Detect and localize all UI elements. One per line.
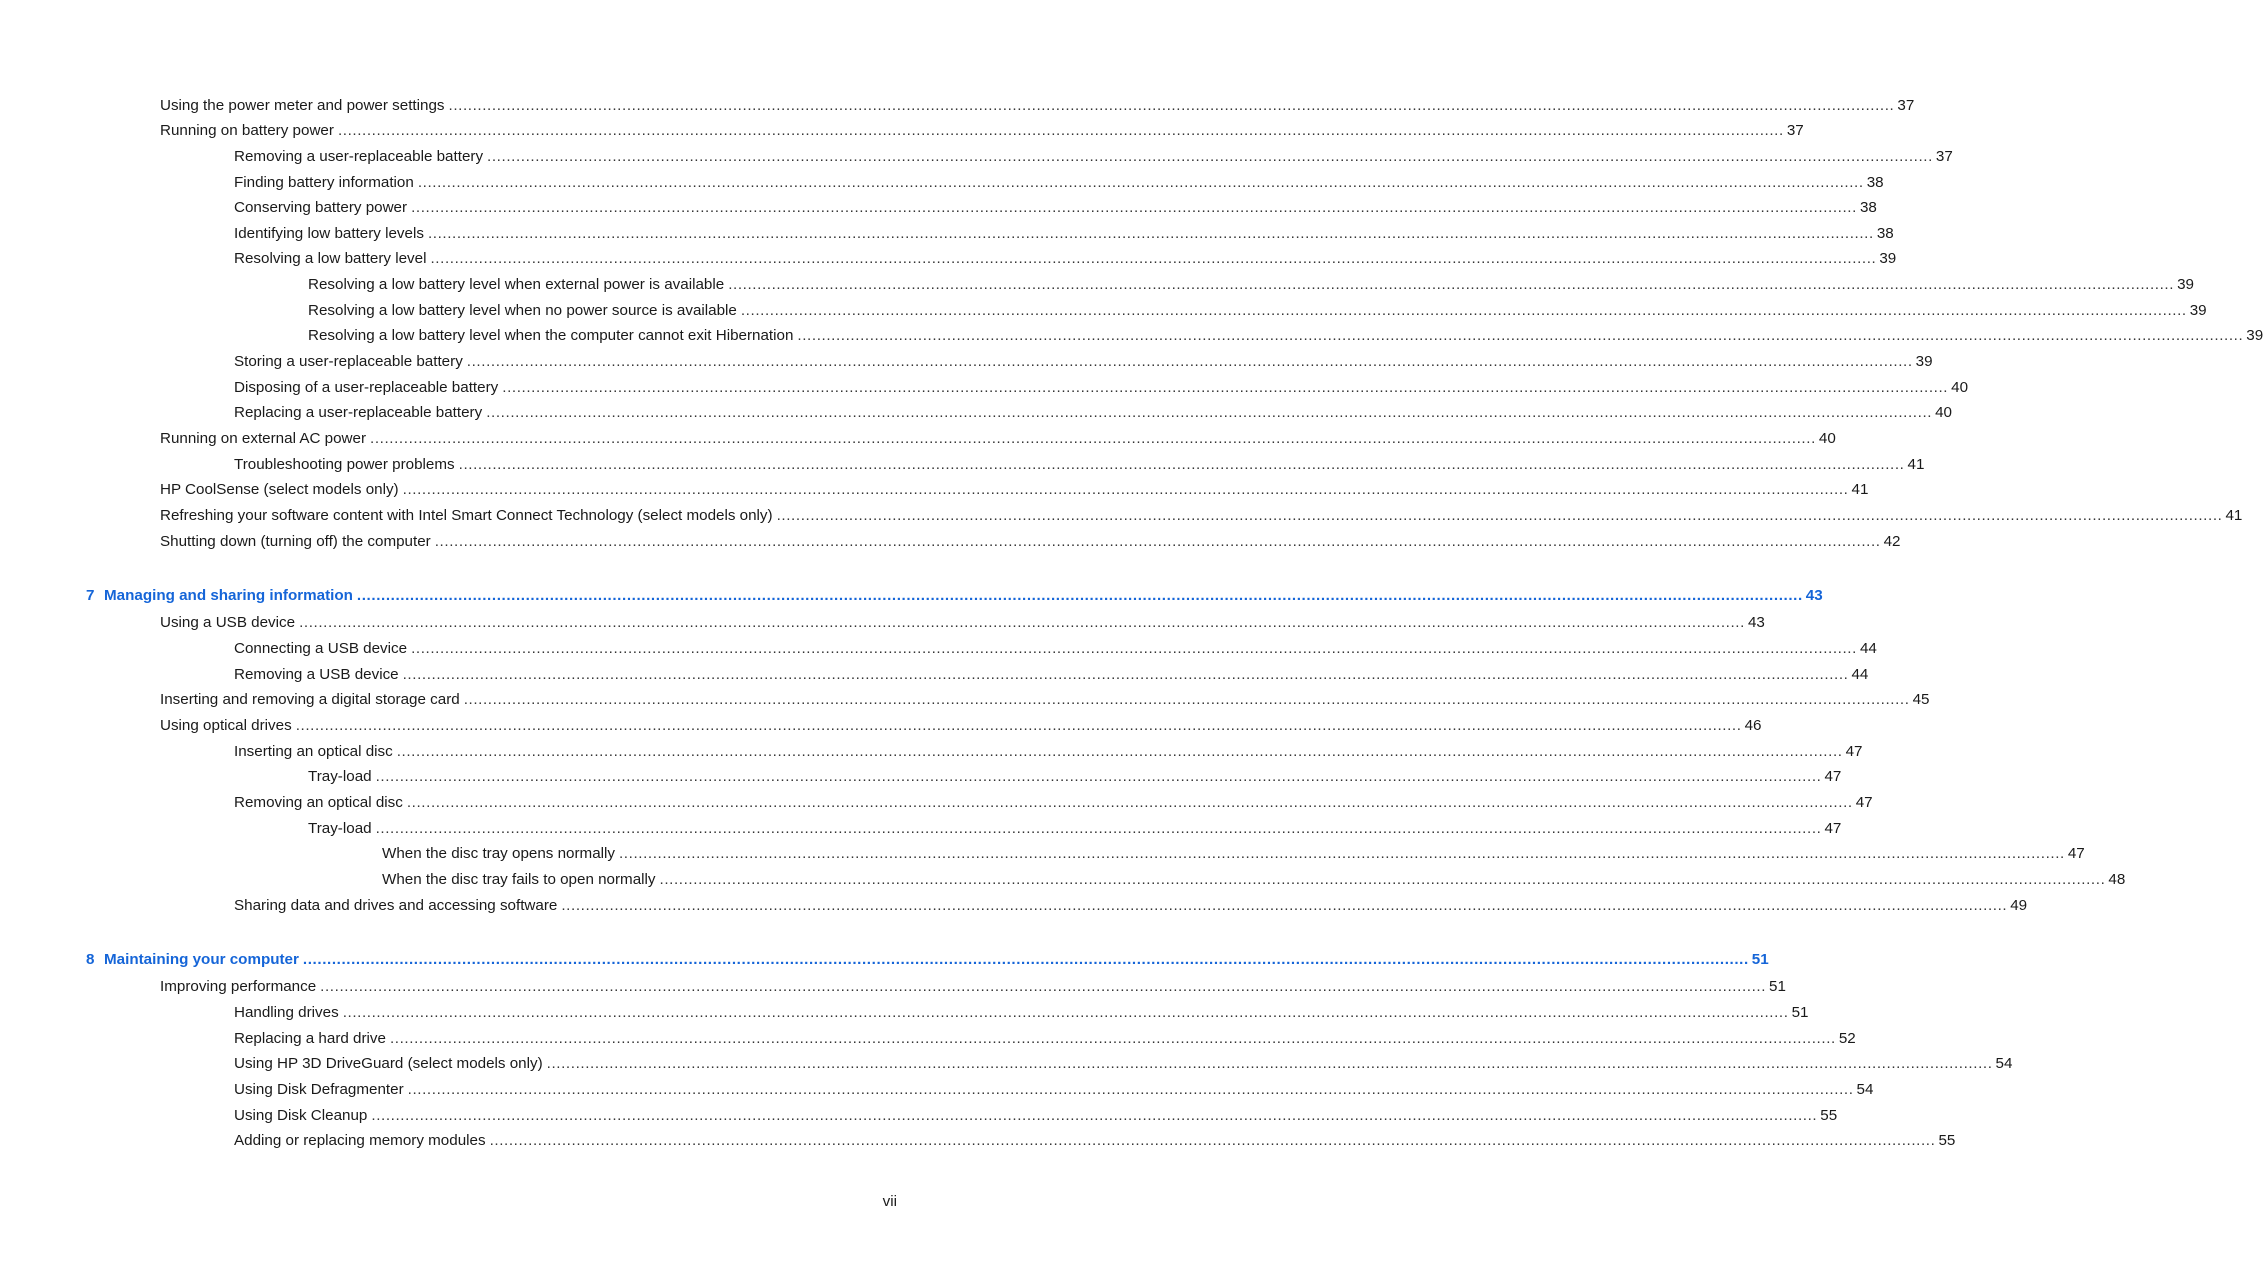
toc-entry-page: 37 bbox=[1786, 122, 1804, 139]
toc-entry[interactable] bbox=[382, 869, 2126, 891]
toc-entry[interactable] bbox=[234, 638, 1877, 660]
toc-entry-page: 41 bbox=[2225, 507, 2243, 524]
dot-leader: ............................................................................................................................................................................................................................................................................................................ bbox=[407, 1081, 1854, 1098]
toc-entry-title bbox=[308, 818, 376, 840]
toc-entry[interactable] bbox=[234, 454, 1925, 476]
toc-entry[interactable] bbox=[160, 95, 1915, 117]
toc-entry-title bbox=[308, 300, 741, 322]
dot-leader: ............................................................................................................................................................................................................................................................................................................ bbox=[776, 507, 2223, 524]
toc-entry-page: 38 bbox=[1876, 225, 1894, 242]
toc-entry-page: 47 bbox=[1824, 820, 1842, 837]
toc-entry[interactable] bbox=[234, 1130, 1956, 1152]
toc-entry[interactable] bbox=[160, 976, 1786, 998]
dot-leader: ............................................................................................................................................................................................................................................................................................................ bbox=[486, 404, 1933, 421]
toc-entry-title bbox=[160, 689, 464, 711]
toc-entry-label: Removing a USB device bbox=[234, 666, 399, 683]
toc-entry[interactable] bbox=[160, 689, 1930, 711]
toc-entry-label: Using the power meter and power settings bbox=[160, 97, 445, 114]
toc-entry-label: Troubleshooting power problems bbox=[234, 456, 455, 473]
chapter-number: 8 bbox=[86, 951, 95, 968]
toc-entry-label: Removing a user-replaceable battery bbox=[234, 148, 484, 165]
dot-leader: ............................................................................................................................................................................................................................................................................................................ bbox=[411, 199, 1857, 216]
toc-entry-label: Using HP 3D DriveGuard (select models only) bbox=[234, 1055, 543, 1072]
toc-entry-page: 37 bbox=[1935, 148, 1953, 165]
toc-entry-page: 54 bbox=[1856, 1081, 1874, 1098]
toc-entry-label: Shutting down (turning off) the computer bbox=[160, 533, 431, 550]
toc-entry[interactable] bbox=[234, 1053, 2013, 1075]
toc-entry-page: 46 bbox=[1744, 717, 1762, 734]
toc-entry-page: 55 bbox=[1820, 1107, 1838, 1124]
toc-entry-page: 43 bbox=[1805, 587, 1823, 604]
dot-leader: ............................................................................................................................................................................................................................................................................................................ bbox=[411, 640, 1857, 657]
dot-leader: ............................................................................................................................................................................................................................................................................................................ bbox=[417, 174, 1864, 191]
dot-leader: ............................................................................................................................................................................................................................................................................................................ bbox=[546, 1055, 1993, 1072]
toc-entry[interactable] bbox=[382, 843, 2085, 865]
toc-entry[interactable] bbox=[234, 1002, 1809, 1024]
toc-entry-label: Conserving battery power bbox=[234, 199, 408, 216]
toc-entry-label: Removing an optical disc bbox=[234, 794, 403, 811]
dot-leader: ............................................................................................................................................................................................................................................................................................................ bbox=[430, 250, 1877, 267]
dot-leader: ............................................................................................................................................................................................................................................................................................................ bbox=[740, 302, 2187, 319]
toc-entry-title bbox=[234, 1130, 490, 1152]
toc-entry-page: 43 bbox=[1747, 614, 1765, 631]
toc-entry-label: Running on external AC power bbox=[160, 430, 367, 447]
dot-leader: ............................................................................................................................................................................................................................................................................................................ bbox=[728, 276, 2175, 293]
toc-entry-title bbox=[382, 843, 619, 865]
toc-entry-label: HP CoolSense (select models only) bbox=[160, 481, 399, 498]
dot-leader: ............................................................................................................................................................................................................................................................................................................ bbox=[466, 353, 1913, 370]
dot-leader: ............................................................................................................................................................................................................................................................................................................ bbox=[375, 768, 1822, 785]
toc-entry-title bbox=[234, 146, 487, 168]
toc-entry-title bbox=[234, 895, 561, 917]
toc-entry[interactable] bbox=[234, 664, 1869, 686]
toc-entry-label: Managing and sharing information bbox=[104, 587, 353, 604]
dot-leader: ............................................................................................................................................................................................................................................................................................................ bbox=[342, 1004, 1789, 1021]
dot-leader: ............................................................................................................................................................................................................................................................................................................ bbox=[402, 666, 1849, 683]
toc-entry-page: 51 bbox=[1791, 1004, 1809, 1021]
toc-entry-title bbox=[160, 976, 320, 998]
toc-entry-title bbox=[160, 479, 403, 501]
dot-leader: ............................................................................................................................................................................................................................................................................................................ bbox=[427, 225, 1874, 242]
toc-entry-page: 41 bbox=[1851, 481, 1869, 498]
page-number: vii bbox=[882, 1193, 897, 1210]
dot-leader: ............................................................................................................................................................................................................................................................................................................ bbox=[371, 1107, 1818, 1124]
dot-leader: ............................................................................................................................................................................................................................................................................................................ bbox=[463, 691, 1910, 708]
toc-entry[interactable] bbox=[234, 1079, 1874, 1101]
dot-leader: ............................................................................................................................................................................................................................................................................................................ bbox=[502, 379, 1949, 396]
toc-entry-page: 47 bbox=[2067, 845, 2085, 862]
toc-entry[interactable] bbox=[308, 818, 1842, 840]
toc-entry-page: 39 bbox=[1915, 353, 1933, 370]
toc-entry[interactable] bbox=[308, 325, 2263, 347]
toc-entry[interactable] bbox=[234, 741, 1863, 763]
toc-entry[interactable] bbox=[234, 1028, 1856, 1050]
dot-leader: ............................................................................................................................................................................................................................................................................................................ bbox=[356, 587, 1803, 604]
dot-leader: ............................................................................................................................................................................................................................................................................................................ bbox=[489, 1132, 1936, 1149]
toc-entry-label: When the disc tray opens normally bbox=[382, 845, 615, 862]
toc-entry-title bbox=[234, 638, 411, 660]
toc-entry[interactable] bbox=[160, 715, 1762, 737]
toc-entry-title bbox=[234, 741, 397, 763]
toc-entry-page: 38 bbox=[1866, 174, 1884, 191]
toc-entry-title bbox=[308, 274, 728, 296]
toc-entry[interactable] bbox=[234, 895, 2028, 917]
dot-leader: ............................................................................................................................................................................................................................................................................................................ bbox=[434, 533, 1881, 550]
toc-entry-title bbox=[160, 505, 777, 527]
toc-entry[interactable] bbox=[234, 172, 1884, 194]
toc-entry-label: Disposing of a user-replaceable battery bbox=[234, 379, 499, 396]
toc-entry-title bbox=[160, 120, 338, 142]
toc-entry-page: 51 bbox=[1751, 951, 1769, 968]
toc-entry-title bbox=[308, 766, 376, 788]
toc-entry-label: Tray-load bbox=[308, 820, 372, 837]
toc-entry-label: Storing a user-replaceable battery bbox=[234, 353, 463, 370]
dot-leader: ............................................................................................................................................................................................................................................................................................................ bbox=[618, 845, 2065, 862]
toc-entry-page: 52 bbox=[1838, 1030, 1856, 1047]
toc-entry-label: Using optical drives bbox=[160, 717, 292, 734]
toc-entry-title bbox=[160, 531, 435, 553]
toc-entry-label: Tray-load bbox=[308, 768, 372, 785]
dot-leader: ............................................................................................................................................................................................................................................................................................................ bbox=[295, 717, 1742, 734]
toc-entry-label: Maintaining your computer bbox=[104, 951, 299, 968]
toc-entry-label: Replacing a user-replaceable battery bbox=[234, 404, 483, 421]
dot-leader: ............................................................................................................................................................................................................................................................................................................ bbox=[659, 871, 2106, 888]
toc-entry-page: 42 bbox=[1883, 533, 1901, 550]
toc-entry-title bbox=[234, 402, 486, 424]
toc-entry[interactable] bbox=[234, 351, 1933, 373]
toc-entry-title bbox=[234, 1079, 408, 1101]
toc-chapter-entry[interactable] bbox=[86, 949, 1769, 971]
toc-entry-label: Finding battery information bbox=[234, 174, 414, 191]
toc-entry-page: 54 bbox=[1995, 1055, 2013, 1072]
toc-entry-title bbox=[160, 612, 299, 634]
toc-entry-title bbox=[234, 664, 403, 686]
toc-entry-page: 44 bbox=[1859, 640, 1877, 657]
toc-entry-title bbox=[308, 325, 797, 347]
toc-entry-page: 51 bbox=[1769, 978, 1786, 995]
toc-entry[interactable] bbox=[234, 248, 1897, 270]
toc-entry-title bbox=[160, 715, 296, 737]
toc-entry-page: 45 bbox=[1912, 691, 1930, 708]
toc-entry-label: Improving performance bbox=[160, 978, 317, 995]
toc-entry-page: 47 bbox=[1855, 794, 1873, 811]
toc-entry-page: 55 bbox=[1938, 1132, 1956, 1149]
toc-entry[interactable] bbox=[234, 792, 1873, 814]
toc-entry-page: 47 bbox=[1824, 768, 1842, 785]
toc-entry-page: 40 bbox=[1935, 404, 1952, 421]
toc-entry[interactable] bbox=[160, 120, 1804, 142]
dot-leader: ............................................................................................................................................................................................................................................................................................................ bbox=[448, 97, 1895, 114]
toc-entry-page: 47 bbox=[1845, 743, 1863, 760]
toc-entry-label: Resolving a low battery level when the computer cannot exit Hibernation bbox=[308, 327, 794, 344]
toc-entry-title bbox=[234, 1053, 547, 1075]
toc-entry-title bbox=[234, 1105, 371, 1127]
toc-entry[interactable] bbox=[308, 274, 2194, 296]
toc-entry-title bbox=[234, 454, 459, 476]
toc-entry-title bbox=[234, 792, 407, 814]
toc-entry-title bbox=[234, 351, 467, 373]
toc-entry-title bbox=[234, 172, 418, 194]
toc-entry-label: Resolving a low battery level when no power source is available bbox=[308, 302, 737, 319]
dot-leader: ............................................................................................................................................................................................................................................................................................................ bbox=[375, 820, 1822, 837]
toc-entry-page: 44 bbox=[1851, 666, 1869, 683]
toc-entry-page: 41 bbox=[1907, 456, 1925, 473]
chapter-number: 7 bbox=[86, 587, 95, 604]
toc-entry[interactable] bbox=[308, 766, 1842, 788]
toc-entry[interactable] bbox=[234, 1105, 1838, 1127]
toc-entry-label: Refreshing your software content with Intel Smart Connect Technology (select models only) bbox=[160, 507, 773, 524]
toc-entry-label: Connecting a USB device bbox=[234, 640, 408, 657]
toc-entry[interactable] bbox=[234, 377, 1969, 399]
toc-entry[interactable] bbox=[234, 197, 1877, 219]
toc-entry-label: Adding or replacing memory modules bbox=[234, 1132, 486, 1149]
toc-entry-title bbox=[160, 95, 449, 117]
toc-entry-label: Running on battery power bbox=[160, 122, 334, 139]
toc-entry-label: Using a USB device bbox=[160, 614, 296, 631]
toc-entry-label: Inserting and removing a digital storage card bbox=[160, 691, 460, 708]
dot-leader: ............................................................................................................................................................................................................................................................................................................ bbox=[389, 1030, 1836, 1047]
toc-entry-title bbox=[234, 248, 430, 270]
toc-entry[interactable] bbox=[160, 479, 1869, 501]
toc-entry[interactable] bbox=[234, 223, 1894, 245]
toc-entry-page: 49 bbox=[2010, 897, 2028, 914]
toc-entry-page: 40 bbox=[1818, 430, 1836, 447]
toc-entry-page: 37 bbox=[1897, 97, 1915, 114]
toc-entry[interactable] bbox=[234, 402, 1952, 424]
toc-entry-title bbox=[234, 1002, 343, 1024]
dot-leader: ............................................................................................................................................................................................................................................................................................................ bbox=[337, 122, 1784, 139]
toc-entry-title bbox=[234, 377, 502, 399]
dot-leader: ............................................................................................................................................................................................................................................................................................................ bbox=[561, 897, 2008, 914]
dot-leader: ............................................................................................................................................................................................................................................................................................................ bbox=[402, 481, 1849, 498]
dot-leader: ............................................................................................................................................................................................................................................................................................................ bbox=[797, 327, 2244, 344]
dot-leader: ............................................................................................................................................................................................................................................................................................................ bbox=[406, 794, 1853, 811]
toc-entry-title bbox=[160, 428, 370, 450]
toc-entry-title bbox=[234, 1028, 390, 1050]
toc-entry-title bbox=[86, 949, 303, 971]
dot-leader: ............................................................................................................................................................................................................................................................................................................ bbox=[487, 148, 1933, 165]
toc-entry-label: Inserting an optical disc bbox=[234, 743, 393, 760]
toc-entry-label: Using Disk Defragmenter bbox=[234, 1081, 404, 1098]
toc-entry-label: Handling drives bbox=[234, 1004, 339, 1021]
toc-entry-label: Replacing a hard drive bbox=[234, 1030, 386, 1047]
toc-entry-page: 38 bbox=[1859, 199, 1877, 216]
toc-chapter-entry[interactable] bbox=[86, 585, 1823, 607]
toc-entry-title bbox=[382, 869, 660, 891]
toc-entry-label: Using Disk Cleanup bbox=[234, 1107, 368, 1124]
dot-leader: ............................................................................................................................................................................................................................................................................................................ bbox=[302, 951, 1749, 968]
toc-entry-label: Identifying low battery levels bbox=[234, 225, 424, 242]
toc-entry[interactable] bbox=[160, 505, 2243, 527]
toc-entry-title bbox=[234, 223, 428, 245]
toc-entry-title bbox=[86, 585, 357, 607]
dot-leader: ............................................................................................................................................................................................................................................................................................................ bbox=[458, 456, 1905, 473]
toc-entry[interactable] bbox=[234, 146, 1953, 168]
toc-entry[interactable] bbox=[160, 428, 1836, 450]
toc-entry-page: 40 bbox=[1951, 379, 1969, 396]
toc-entry[interactable] bbox=[308, 300, 2207, 322]
toc-entry-page: 39 bbox=[1879, 250, 1897, 267]
toc-entry[interactable] bbox=[160, 612, 1765, 634]
toc-entry-page: 39 bbox=[2189, 302, 2207, 319]
toc-entry-title bbox=[234, 197, 411, 219]
toc-entry-label: When the disc tray fails to open normally bbox=[382, 871, 656, 888]
toc-entry[interactable] bbox=[160, 531, 1901, 553]
toc-entry-page: 39 bbox=[2246, 327, 2263, 344]
dot-leader: ............................................................................................................................................................................................................................................................................................................ bbox=[299, 614, 1745, 631]
toc-entry-page: 48 bbox=[2108, 871, 2126, 888]
toc-entry-page: 39 bbox=[2177, 276, 2194, 293]
dot-leader: ............................................................................................................................................................................................................................................................................................................ bbox=[320, 978, 1767, 995]
dot-leader: ............................................................................................................................................................................................................................................................................................................ bbox=[370, 430, 1816, 447]
toc-entry-label: Resolving a low battery level when external power is available bbox=[308, 276, 725, 293]
toc-entry-label: Sharing data and drives and accessing software bbox=[234, 897, 558, 914]
dot-leader: ............................................................................................................................................................................................................................................................................................................ bbox=[396, 743, 1843, 760]
toc-entry-label: Resolving a low battery level bbox=[234, 250, 427, 267]
